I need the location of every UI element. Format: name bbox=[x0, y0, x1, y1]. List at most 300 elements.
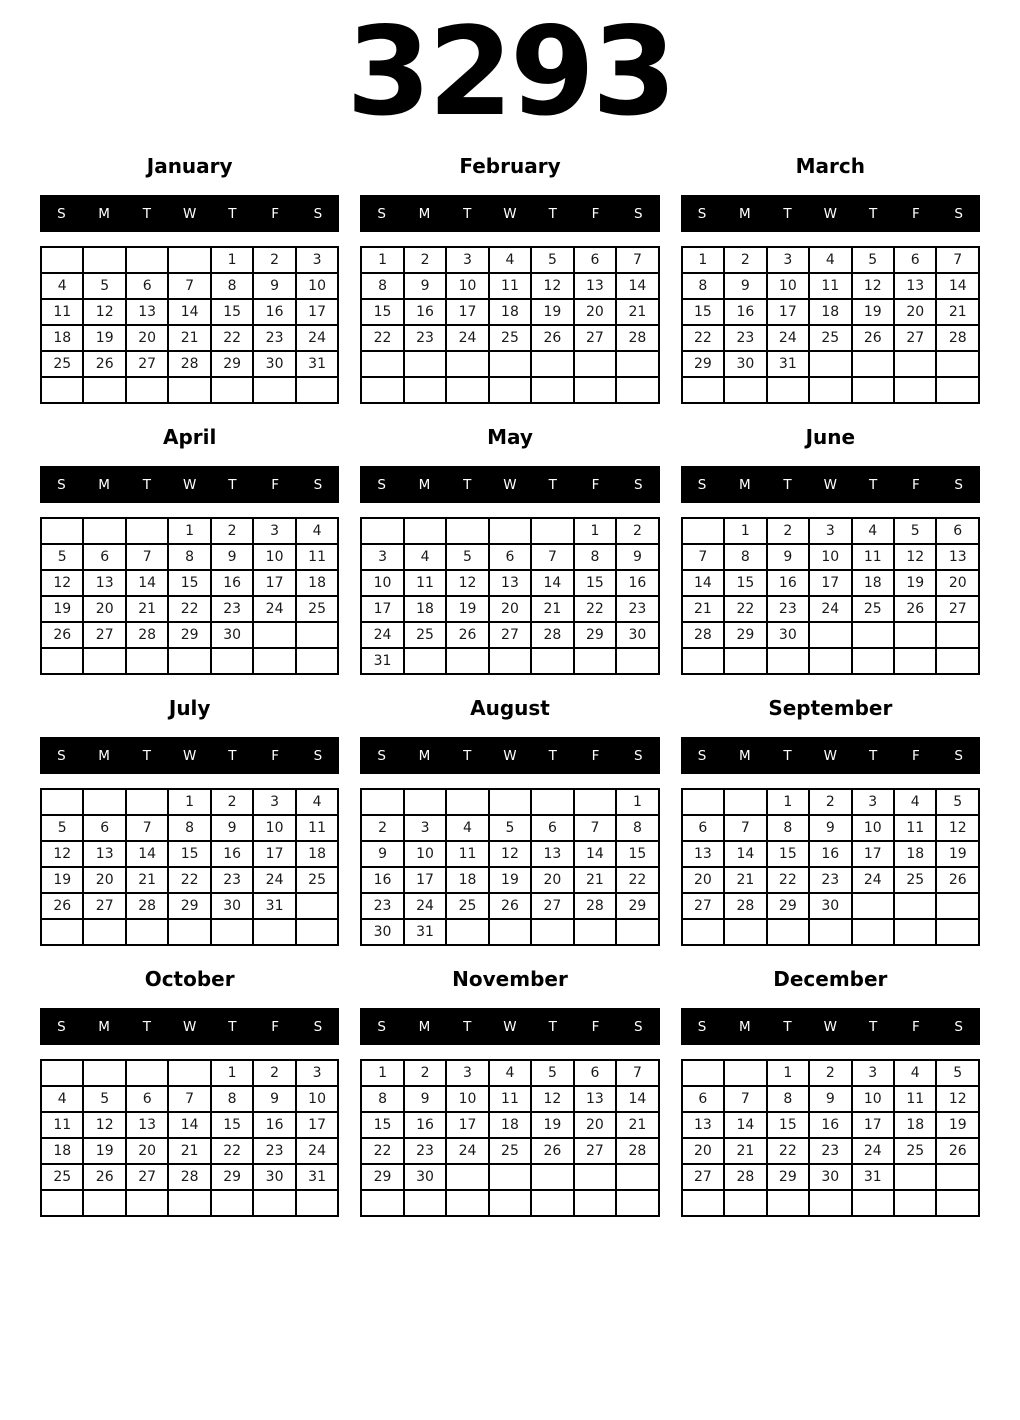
empty-day-cell bbox=[724, 789, 766, 815]
empty-day-cell bbox=[126, 247, 168, 273]
empty-day-cell bbox=[253, 648, 295, 674]
day-cell: 16 bbox=[404, 299, 446, 325]
day-cell: 19 bbox=[894, 570, 936, 596]
day-cell: 31 bbox=[361, 648, 403, 674]
day-cell: 8 bbox=[361, 273, 403, 299]
day-cell: 28 bbox=[531, 622, 573, 648]
weekday-label: S bbox=[57, 1018, 66, 1035]
week-row bbox=[41, 1060, 338, 1086]
weekday-label: T bbox=[142, 205, 152, 222]
weekday-header-row bbox=[40, 466, 339, 503]
week-row bbox=[682, 351, 979, 377]
day-cell: 7 bbox=[531, 544, 573, 570]
month-title: October bbox=[144, 967, 235, 992]
day-cell: 2 bbox=[724, 247, 766, 273]
empty-day-cell bbox=[682, 1060, 724, 1086]
day-cell: 3 bbox=[361, 544, 403, 570]
weekday-label: F bbox=[591, 1018, 600, 1035]
empty-day-cell bbox=[404, 789, 446, 815]
week-row bbox=[41, 648, 338, 674]
day-cell: 3 bbox=[296, 1060, 339, 1086]
month-grid-table bbox=[681, 1059, 980, 1217]
day-cell: 16 bbox=[211, 841, 253, 867]
empty-day-cell bbox=[616, 1190, 659, 1216]
day-cell: 3 bbox=[852, 789, 894, 815]
empty-day-cell bbox=[361, 1190, 403, 1216]
weekday-label: S bbox=[313, 747, 323, 764]
day-cell: 25 bbox=[41, 351, 83, 377]
weekday-label: T bbox=[463, 205, 472, 222]
day-cell: 10 bbox=[852, 1086, 894, 1112]
day-cell: 23 bbox=[361, 893, 403, 919]
day-cell: 21 bbox=[724, 867, 766, 893]
empty-day-cell bbox=[361, 518, 403, 544]
day-cell: 1 bbox=[168, 518, 210, 544]
empty-day-cell bbox=[211, 919, 253, 945]
week-row bbox=[41, 351, 338, 377]
day-cell: 4 bbox=[296, 789, 339, 815]
day-cell: 14 bbox=[616, 273, 659, 299]
weekday-label: W bbox=[503, 205, 517, 222]
week-row bbox=[41, 1112, 338, 1138]
day-cell: 9 bbox=[211, 815, 253, 841]
month-grid-table bbox=[681, 246, 980, 404]
day-cell: 29 bbox=[682, 351, 724, 377]
day-cell: 27 bbox=[83, 622, 125, 648]
day-cell: 29 bbox=[168, 622, 210, 648]
day-cell: 14 bbox=[682, 570, 724, 596]
day-cell: 20 bbox=[83, 596, 125, 622]
day-cell: 26 bbox=[936, 867, 979, 893]
empty-day-cell bbox=[41, 1190, 83, 1216]
week-row bbox=[682, 1164, 979, 1190]
empty-day-cell bbox=[168, 1060, 210, 1086]
day-cell: 24 bbox=[296, 325, 339, 351]
empty-day-cell bbox=[574, 648, 616, 674]
day-cell: 25 bbox=[489, 1138, 531, 1164]
day-cell: 12 bbox=[83, 299, 125, 325]
empty-day-cell bbox=[126, 789, 168, 815]
empty-day-cell bbox=[404, 518, 446, 544]
day-cell: 12 bbox=[936, 815, 979, 841]
day-cell: 2 bbox=[211, 789, 253, 815]
day-cell: 9 bbox=[211, 544, 253, 570]
day-cell: 28 bbox=[616, 325, 659, 351]
day-cell: 14 bbox=[724, 1112, 766, 1138]
day-cell: 14 bbox=[724, 841, 766, 867]
weekday-label: M bbox=[418, 1018, 431, 1035]
day-cell: 2 bbox=[616, 518, 659, 544]
day-cell: 23 bbox=[404, 1138, 446, 1164]
day-cell: 27 bbox=[682, 893, 724, 919]
day-cell: 14 bbox=[168, 299, 210, 325]
weekday-label: T bbox=[783, 1018, 792, 1035]
year-title: 3293 bbox=[346, 1, 674, 143]
weekday-label: T bbox=[142, 476, 152, 493]
weekday-label: T bbox=[868, 205, 878, 222]
day-cell: 4 bbox=[489, 1060, 531, 1086]
day-cell: 5 bbox=[852, 247, 894, 273]
weekday-header-row bbox=[360, 1008, 659, 1045]
week-row bbox=[361, 919, 658, 945]
day-cell: 23 bbox=[809, 1138, 851, 1164]
weekday-label: F bbox=[911, 476, 920, 493]
day-cell: 12 bbox=[936, 1086, 979, 1112]
day-cell: 21 bbox=[168, 325, 210, 351]
weekday-label: W bbox=[503, 747, 517, 764]
week-row bbox=[41, 570, 338, 596]
week-row bbox=[682, 622, 979, 648]
day-cell: 15 bbox=[724, 570, 766, 596]
day-cell: 20 bbox=[894, 299, 936, 325]
weekday-label: W bbox=[503, 476, 517, 493]
day-cell: 26 bbox=[446, 622, 488, 648]
week-row bbox=[361, 1164, 658, 1190]
empty-day-cell bbox=[809, 622, 851, 648]
empty-day-cell bbox=[616, 1164, 659, 1190]
weekday-label: S bbox=[697, 747, 707, 764]
empty-day-cell bbox=[253, 919, 295, 945]
day-cell: 16 bbox=[616, 570, 659, 596]
day-cell: 10 bbox=[767, 273, 809, 299]
day-cell: 6 bbox=[126, 1086, 168, 1112]
day-cell: 24 bbox=[767, 325, 809, 351]
empty-day-cell bbox=[852, 377, 894, 403]
empty-day-cell bbox=[767, 1190, 809, 1216]
week-row bbox=[361, 648, 658, 674]
month-july bbox=[40, 694, 339, 946]
weekday-label: F bbox=[911, 747, 920, 764]
empty-day-cell bbox=[168, 377, 210, 403]
day-cell: 13 bbox=[936, 544, 979, 570]
week-row bbox=[682, 1138, 979, 1164]
empty-day-cell bbox=[126, 518, 168, 544]
day-cell: 6 bbox=[682, 1086, 724, 1112]
day-cell: 17 bbox=[446, 1112, 488, 1138]
week-row bbox=[361, 518, 658, 544]
day-cell: 21 bbox=[682, 596, 724, 622]
empty-day-cell bbox=[682, 789, 724, 815]
day-cell: 19 bbox=[936, 1112, 979, 1138]
day-cell: 16 bbox=[809, 1112, 851, 1138]
day-cell: 13 bbox=[126, 299, 168, 325]
day-cell: 30 bbox=[211, 893, 253, 919]
day-cell: 27 bbox=[83, 893, 125, 919]
month-june bbox=[681, 423, 980, 675]
month-grid-table bbox=[40, 246, 339, 404]
day-cell: 8 bbox=[574, 544, 616, 570]
day-cell: 18 bbox=[852, 570, 894, 596]
day-cell: 25 bbox=[809, 325, 851, 351]
weekday-label: M bbox=[418, 476, 431, 493]
months-grid bbox=[40, 152, 980, 1217]
weekday-label: F bbox=[591, 476, 600, 493]
day-cell: 14 bbox=[126, 841, 168, 867]
day-cell: 6 bbox=[489, 544, 531, 570]
day-cell: 23 bbox=[404, 325, 446, 351]
empty-day-cell bbox=[936, 622, 979, 648]
empty-day-cell bbox=[809, 1190, 851, 1216]
weekday-label: S bbox=[377, 205, 386, 222]
day-cell: 19 bbox=[41, 867, 83, 893]
week-row bbox=[682, 299, 979, 325]
day-cell: 18 bbox=[41, 325, 83, 351]
day-cell: 15 bbox=[211, 1112, 253, 1138]
day-cell: 19 bbox=[936, 841, 979, 867]
day-cell: 8 bbox=[682, 273, 724, 299]
week-row bbox=[682, 247, 979, 273]
day-cell: 16 bbox=[404, 1112, 446, 1138]
day-cell: 22 bbox=[682, 325, 724, 351]
day-cell: 1 bbox=[361, 247, 403, 273]
day-cell: 30 bbox=[809, 893, 851, 919]
day-cell: 13 bbox=[894, 273, 936, 299]
day-cell: 4 bbox=[404, 544, 446, 570]
day-cell: 26 bbox=[894, 596, 936, 622]
day-cell: 18 bbox=[296, 570, 339, 596]
day-cell: 11 bbox=[41, 1112, 83, 1138]
day-cell: 6 bbox=[574, 1060, 616, 1086]
day-cell: 24 bbox=[446, 325, 488, 351]
empty-day-cell bbox=[489, 518, 531, 544]
day-cell: 29 bbox=[361, 1164, 403, 1190]
day-cell: 17 bbox=[767, 299, 809, 325]
empty-day-cell bbox=[531, 1164, 573, 1190]
weekday-label: S bbox=[697, 205, 707, 222]
empty-day-cell bbox=[489, 351, 531, 377]
day-cell: 31 bbox=[767, 351, 809, 377]
week-row bbox=[682, 919, 979, 945]
week-row bbox=[361, 247, 658, 273]
day-cell: 13 bbox=[682, 841, 724, 867]
day-cell: 1 bbox=[616, 789, 659, 815]
weekday-label: M bbox=[738, 1018, 751, 1035]
day-cell: 2 bbox=[767, 518, 809, 544]
day-cell: 16 bbox=[211, 570, 253, 596]
day-cell: 5 bbox=[936, 789, 979, 815]
weekday-label: S bbox=[313, 476, 323, 493]
weekday-label: S bbox=[954, 747, 963, 764]
day-cell: 11 bbox=[894, 1086, 936, 1112]
day-cell: 24 bbox=[253, 596, 295, 622]
day-cell: 2 bbox=[211, 518, 253, 544]
month-title: August bbox=[470, 696, 550, 721]
day-cell: 24 bbox=[809, 596, 851, 622]
day-cell: 16 bbox=[724, 299, 766, 325]
day-cell: 21 bbox=[126, 867, 168, 893]
weekday-label: M bbox=[98, 1018, 110, 1035]
day-cell: 15 bbox=[767, 841, 809, 867]
week-row bbox=[361, 1112, 658, 1138]
week-row bbox=[361, 351, 658, 377]
day-cell: 15 bbox=[767, 1112, 809, 1138]
day-cell: 28 bbox=[616, 1138, 659, 1164]
month-grid-table bbox=[360, 788, 659, 946]
day-cell: 4 bbox=[894, 1060, 936, 1086]
empty-day-cell bbox=[616, 648, 659, 674]
month-may bbox=[360, 423, 659, 675]
day-cell: 19 bbox=[41, 596, 83, 622]
day-cell: 14 bbox=[531, 570, 573, 596]
month-title: April bbox=[162, 425, 217, 450]
day-cell: 10 bbox=[253, 544, 295, 570]
month-grid-table bbox=[40, 1059, 339, 1217]
day-cell: 18 bbox=[809, 299, 851, 325]
empty-day-cell bbox=[616, 377, 659, 403]
day-cell: 9 bbox=[809, 815, 851, 841]
day-cell: 18 bbox=[489, 1112, 531, 1138]
day-cell: 28 bbox=[126, 893, 168, 919]
day-cell: 28 bbox=[126, 622, 168, 648]
empty-day-cell bbox=[446, 1190, 488, 1216]
empty-day-cell bbox=[936, 648, 979, 674]
weekday-label: T bbox=[142, 747, 152, 764]
day-cell: 25 bbox=[894, 867, 936, 893]
empty-day-cell bbox=[446, 518, 488, 544]
day-cell: 30 bbox=[616, 622, 659, 648]
empty-day-cell bbox=[489, 1164, 531, 1190]
day-cell: 17 bbox=[296, 299, 339, 325]
empty-day-cell bbox=[168, 1190, 210, 1216]
day-cell: 11 bbox=[296, 815, 339, 841]
weekday-label: W bbox=[823, 1018, 837, 1035]
day-cell: 31 bbox=[253, 893, 295, 919]
week-row bbox=[682, 1086, 979, 1112]
week-row bbox=[41, 1190, 338, 1216]
empty-day-cell bbox=[531, 351, 573, 377]
month-title: September bbox=[768, 696, 893, 721]
day-cell: 23 bbox=[211, 596, 253, 622]
day-cell: 27 bbox=[126, 1164, 168, 1190]
day-cell: 13 bbox=[83, 841, 125, 867]
empty-day-cell bbox=[211, 377, 253, 403]
day-cell: 7 bbox=[574, 815, 616, 841]
empty-day-cell bbox=[253, 1190, 295, 1216]
day-cell: 2 bbox=[809, 1060, 851, 1086]
empty-day-cell bbox=[809, 919, 851, 945]
day-cell: 1 bbox=[767, 1060, 809, 1086]
weekday-label: W bbox=[503, 1018, 517, 1035]
weekday-label: T bbox=[463, 747, 472, 764]
day-cell: 4 bbox=[894, 789, 936, 815]
empty-day-cell bbox=[682, 377, 724, 403]
weekday-label: W bbox=[182, 747, 197, 764]
day-cell: 29 bbox=[767, 1164, 809, 1190]
week-row bbox=[682, 1190, 979, 1216]
empty-day-cell bbox=[809, 648, 851, 674]
day-cell: 11 bbox=[446, 841, 488, 867]
weekday-label: T bbox=[463, 1018, 472, 1035]
weekday-label: M bbox=[738, 205, 751, 222]
empty-day-cell bbox=[126, 1190, 168, 1216]
weekday-label: T bbox=[868, 476, 878, 493]
day-cell: 24 bbox=[404, 893, 446, 919]
week-row bbox=[361, 325, 658, 351]
day-cell: 21 bbox=[724, 1138, 766, 1164]
day-cell: 3 bbox=[852, 1060, 894, 1086]
week-row bbox=[361, 377, 658, 403]
day-cell: 9 bbox=[361, 841, 403, 867]
empty-day-cell bbox=[126, 919, 168, 945]
month-april bbox=[40, 423, 339, 675]
empty-day-cell bbox=[296, 893, 339, 919]
day-cell: 28 bbox=[168, 351, 210, 377]
weekday-label: T bbox=[228, 1018, 237, 1035]
empty-day-cell bbox=[446, 648, 488, 674]
empty-day-cell bbox=[852, 648, 894, 674]
day-cell: 8 bbox=[168, 815, 210, 841]
day-cell: 13 bbox=[126, 1112, 168, 1138]
weekday-header-row bbox=[681, 1008, 980, 1045]
month-title: January bbox=[146, 154, 233, 179]
month-title: March bbox=[795, 154, 865, 179]
month-grid-table bbox=[40, 788, 339, 946]
day-cell: 11 bbox=[489, 273, 531, 299]
week-row bbox=[682, 570, 979, 596]
empty-day-cell bbox=[936, 351, 979, 377]
weekday-label: T bbox=[783, 747, 792, 764]
week-row bbox=[361, 815, 658, 841]
empty-day-cell bbox=[253, 622, 295, 648]
day-cell: 30 bbox=[809, 1164, 851, 1190]
empty-day-cell bbox=[83, 518, 125, 544]
day-cell: 27 bbox=[126, 351, 168, 377]
day-cell: 13 bbox=[489, 570, 531, 596]
day-cell: 27 bbox=[894, 325, 936, 351]
empty-day-cell bbox=[894, 377, 936, 403]
weekday-label: F bbox=[591, 747, 600, 764]
weekday-header-row bbox=[681, 737, 980, 774]
day-cell: 1 bbox=[211, 247, 253, 273]
day-cell: 1 bbox=[168, 789, 210, 815]
weekday-label: F bbox=[271, 476, 280, 493]
weekday-label: T bbox=[783, 476, 792, 493]
month-grid-table bbox=[681, 788, 980, 946]
empty-day-cell bbox=[852, 351, 894, 377]
day-cell: 3 bbox=[446, 1060, 488, 1086]
day-cell: 19 bbox=[83, 1138, 125, 1164]
day-cell: 7 bbox=[616, 1060, 659, 1086]
day-cell: 10 bbox=[446, 1086, 488, 1112]
day-cell: 7 bbox=[936, 247, 979, 273]
day-cell: 29 bbox=[211, 1164, 253, 1190]
week-row bbox=[361, 622, 658, 648]
month-august bbox=[360, 694, 659, 946]
day-cell: 9 bbox=[724, 273, 766, 299]
empty-day-cell bbox=[531, 789, 573, 815]
week-row bbox=[361, 273, 658, 299]
day-cell: 20 bbox=[126, 1138, 168, 1164]
day-cell: 18 bbox=[894, 1112, 936, 1138]
day-cell: 4 bbox=[446, 815, 488, 841]
day-cell: 31 bbox=[296, 351, 339, 377]
empty-day-cell bbox=[809, 351, 851, 377]
day-cell: 10 bbox=[446, 273, 488, 299]
empty-day-cell bbox=[724, 919, 766, 945]
day-cell: 20 bbox=[936, 570, 979, 596]
day-cell: 21 bbox=[531, 596, 573, 622]
day-cell: 12 bbox=[531, 1086, 573, 1112]
weekday-header-row bbox=[40, 195, 339, 232]
day-cell: 10 bbox=[809, 544, 851, 570]
weekday-header-row bbox=[681, 466, 980, 503]
empty-day-cell bbox=[531, 518, 573, 544]
day-cell: 15 bbox=[211, 299, 253, 325]
day-cell: 23 bbox=[724, 325, 766, 351]
weekday-label: S bbox=[697, 1018, 707, 1035]
day-cell: 3 bbox=[253, 789, 295, 815]
weekday-label: M bbox=[98, 476, 110, 493]
